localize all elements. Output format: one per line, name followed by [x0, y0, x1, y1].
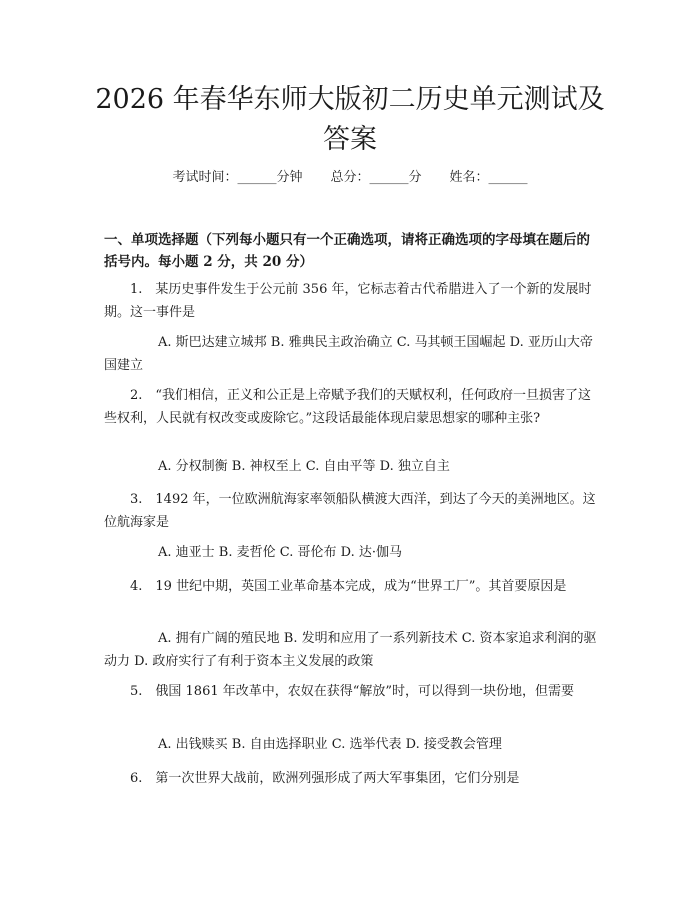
question-2: 2. “我们相信，正义和公正是上帝赋予我们的天赋权利，任何政府一旦损害了这些权利，人民就有权改变或废除它。”这段话最能体现启蒙思想家的哪种主张? [104, 388, 592, 426]
question-3-options: A. 迪亚士 B. 麦哲伦 C. 哥伦布 D. 达·伽马 [158, 545, 402, 560]
question-3: 3. 1492 年，一位欧洲航海家率领船队横渡大西洋，到达了今天的美洲地区。这位航海家是 [104, 492, 596, 530]
question-1-options: A. 斯巴达建立城邦 B. 雅典民主政治确立 C. 马其顿王国崛起 D. 亚历山大帝国建立 [104, 335, 593, 373]
question-4-options: A. 拥有广阔的殖民地 B. 发明和应用了一系列新技术 C. 资本家追求利润的驱动力 D. 政府实行了有利于资本主义发展的政策 [104, 631, 597, 669]
question-1: 1. 某历史事件发生于公元前 356 年，它标志着古代希腊进入了一个新的发展时期。这一事件是 [104, 282, 592, 320]
exam-total-score: 总分：______分 [330, 170, 422, 185]
question-4: 4. 19 世纪中期，英国工业革命基本完成，成为“世界工厂”。其首要原因是 [130, 579, 567, 594]
exam-student-name: 姓名：______ [449, 170, 528, 185]
question-2-options: A. 分权制衡 B. 神权至上 C. 自由平等 D. 独立自主 [158, 459, 450, 474]
question-5: 5. 俄国 1861 年改革中，农奴在获得“解放”时，可以得到一块份地，但需要 [130, 684, 575, 699]
question-6: 6. 第一次世界大战前，欧洲列强形成了两大军事集团，它们分别是 [130, 771, 520, 786]
question-5-options: A. 出钱赎买 B. 自由选择职业 C. 选举代表 D. 接受教会管理 [158, 737, 502, 752]
exam-time: 考试时间：______分钟 [172, 170, 303, 185]
page-title: 2026 年春华东师大版初二历史单元测试及答案 [95, 84, 605, 155]
section-heading: 一、单项选择题（下列每小题只有一个正确选项，请将正确选项的字母填在题后的括号内。每小题 2 分，共 20 分） [104, 232, 590, 270]
exam-meta [0, 168, 700, 188]
